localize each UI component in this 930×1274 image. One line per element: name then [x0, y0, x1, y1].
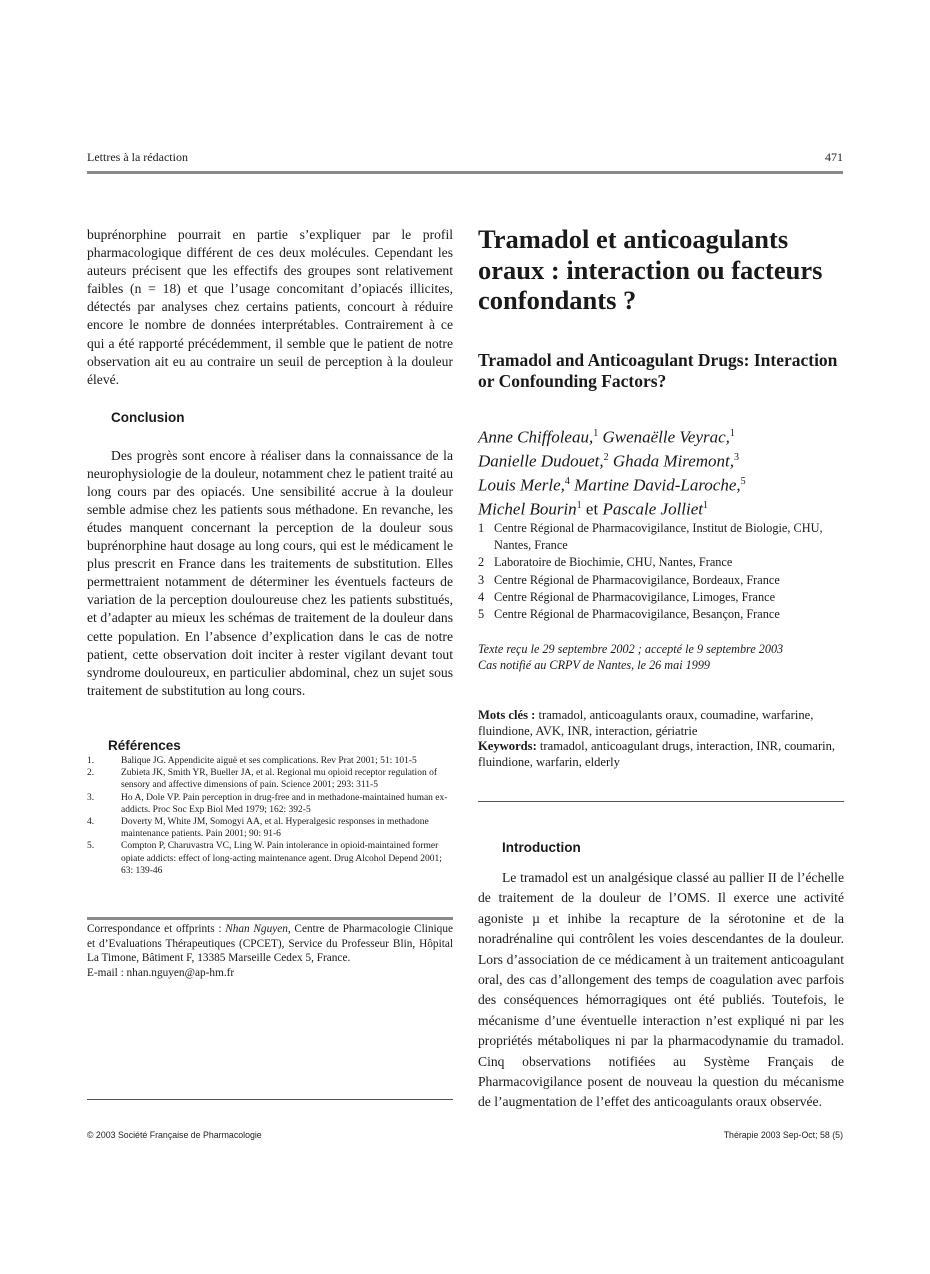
correspondence-email[interactable]: E-mail : nhan.nguyen@ap-hm.fr	[87, 966, 235, 979]
reference-item: 4. Doverty M, White JM, Somogyi AA, et al. Hyperalgesic responses in methadone maintenance patients. Pain 2001; 90: 91-6	[87, 817, 429, 840]
footer-journal: Thérapie 2003 Sep-Oct; 58 (5)	[723, 1130, 843, 1140]
continuation-text: buprénorphine pourrait en partie s’expliquer par le profil pharmacologique différent de ces deux molécules. Cependant les auteurs précisent que les effectifs des groupes sont relativement faibles (n = 18) et que l’usage concomitant d’opiacés illicites, détectés par analyses chez certains patients, concourt à réduire encore le nombre de données interprétables. Contrairement à ce qui a été rapporté précédemment, il semble que le patient de notre observation ait eu au contraire un seuil de perception à la douleur élevé.	[87, 227, 453, 387]
keywords-block	[478, 708, 844, 770]
author-name: Gwenaëlle Veyrac,	[602, 427, 730, 447]
introduction-section	[478, 868, 844, 1113]
author-conjunction: et	[585, 500, 599, 520]
author-list: Anne Chiffoleau,$^1$ Gwenaëlle Veyrac,$^1$ Danielle Dudouet,$^2$ Ghada Miremont,$^3$ Louis Merle,$^4$ Martine David-Laroche,$^5$ Michel Bourin$^1$ et Pascale Jolliet$^1$	[478, 427, 746, 520]
correspondence-rule	[87, 917, 453, 920]
affiliation-item: 5 Centre Régional de Pharmacovigilance, Besançon, France	[478, 607, 780, 622]
conclusion-text: Des progrès sont encore à réaliser dans la connaissance de la neurophysiologie de la douleur, notamment chez le patient traité au long cours par des opiacés. Une sensibilité accrue à la douleur semble admise chez les patients sous méthadone. En revanche, les études manquent concernant la perception de la douleur sous buprénorphine haut dosage au long cours, qui est le médicament le plus prescrit en France dans les traitements de substitution. Elles permettraient notamment de déterminer les éventuels facteurs de variation de la perception douloureuse chez les patients substitués, et d’adapter au mieux les schémas de traitement de la douleur dans cette population. En l’absence d’explication dans le cas de notre patient, cette observation doit inciter à rester vigilant devant tout syndrome douloureux, en particulier abdominal, chez un sujet sous traitement de substitution au long cours.	[87, 447, 453, 698]
references-heading: Références	[108, 738, 181, 753]
reference-item: 1. Balique JG. Appendicite aiguë et ses complications. Rev Prat 2001; 51: 101-5	[87, 756, 417, 766]
mots-cles-label: Mots clés :	[478, 708, 536, 722]
reference-item: 3. Ho A, Dole VP. Pain perception in drug-free and in methadone-maintained human ex-addicts. Proc Soc Exp Biol Med 1979; 162: 392-5	[87, 792, 448, 815]
reference-item: 2. Zubieta JK, Smith YR, Bueller JA, et al. Regional mu opioid receptor regulation of sensory and affective dimensions of pain. Science 2001; 293: 311-5	[87, 768, 437, 791]
author-name: Louis Merle,	[478, 475, 565, 495]
correspondence-address: , Centre de Pharmacologie Clinique et d’Evaluations Thérapeutiques (CPCET), Service du Professeur Blin, Hôpital La Timone, Bâtiment F, 13385 Marseille Cedex 5, France.	[87, 923, 453, 964]
keywords-text: tramadol, anticoagulant drugs, interaction, INR, coumarin, fluindione, warfarin, elderly	[478, 739, 836, 769]
author-name: Danielle Dudouet,	[478, 451, 604, 471]
left-bottom-rule	[87, 1099, 453, 1100]
correspondence-block	[87, 922, 453, 980]
right-rule	[478, 801, 844, 802]
author-name: Ghada Miremont,	[612, 451, 735, 471]
reference-item: 5. Compton P, Charuvastra VC, Ling W. Pain intolerance in opioid-maintained former opiate addicts: effect of long-acting maintenance agent. Drug Alcohol Depend 2001; 63: 139-46	[87, 841, 442, 876]
affiliation-item: 2 Laboratoire de Biochimie, CHU, Nantes, France	[478, 555, 733, 570]
author-name: Michel Bourin	[478, 500, 577, 520]
received-line: Texte reçu le 29 septembre 2002 ; accepté le 9 septembre 2003	[478, 642, 784, 656]
introduction-text: Le tramadol est un analgésique classé au pallier II de l’échelle de traitement de la douleur de l’OMS. Il exerce une activité agoniste µ et inhibe la recapture de la sérotonine et de la noradrénaline qui contrôlent les voies descendantes de la douleur. Lors d’association de ce médicament à un traitement anticoagulant oral, des cas d’allongement des temps de coagulation avec parfois des conséquences hémorragiques ont été publiés. Toutefois, le mécanisme d’une éventuelle interaction n’est expliqué ni par les propriétés métaboliques ni par la pharmacodynamie du tramadol. Cinq observations notifiées au Système Français de Pharmacovigilance posent de nouveau la question du mécanisme de l’augmentation de l’effet des anticoagulants oraux observée.	[478, 870, 844, 1110]
affiliation-item: 1 Centre Régional de Pharmacovigilance, Institut de Biologie, CHU, Nantes, France	[478, 521, 823, 553]
article-title-english: Tramadol and Anticoagulant Drugs: Interaction or Confounding Factors?	[478, 350, 838, 391]
continuation-paragraph	[87, 226, 453, 389]
author-name: Martine David-Laroche,	[574, 475, 741, 495]
header-rule	[87, 171, 843, 174]
affiliation-list	[478, 520, 844, 623]
notification-line: Cas notifié au CRPV de Nantes, le 26 mai 1999	[478, 657, 711, 672]
affiliation-item: 3 Centre Régional de Pharmacovigilance, Bordeaux, France	[478, 572, 780, 587]
introduction-heading: Introduction	[502, 840, 581, 855]
keywords-label: Keywords:	[478, 739, 537, 754]
footer-copyright: © 2003 Société Française de Pharmacologie	[87, 1130, 262, 1140]
running-title: Lettres à la rédaction	[87, 150, 188, 164]
running-header	[87, 150, 843, 166]
article-title-french: Tramadol et anticoagulants oraux : interaction ou facteurs confondants ?	[478, 224, 823, 315]
correspondence-prefix: Correspondance et offprints :	[87, 923, 226, 935]
conclusion-heading: Conclusion	[111, 410, 185, 425]
conclusion-section	[87, 433, 453, 714]
page-number: 471	[825, 150, 843, 164]
references-list	[87, 755, 453, 877]
received-dates	[478, 642, 844, 673]
author-name: Anne Chiffoleau,	[478, 427, 594, 447]
affiliation-item: 4 Centre Régional de Pharmacovigilance, Limoges, France	[478, 589, 776, 604]
mots-cles-text: tramadol, anticoagulants oraux, coumadine, warfarine, fluindione, AVK, INR, interaction, gériatrie	[478, 708, 814, 738]
author-name: Pascale Jolliet	[602, 500, 704, 520]
correspondence-name: Nhan Nguyen	[225, 923, 288, 935]
